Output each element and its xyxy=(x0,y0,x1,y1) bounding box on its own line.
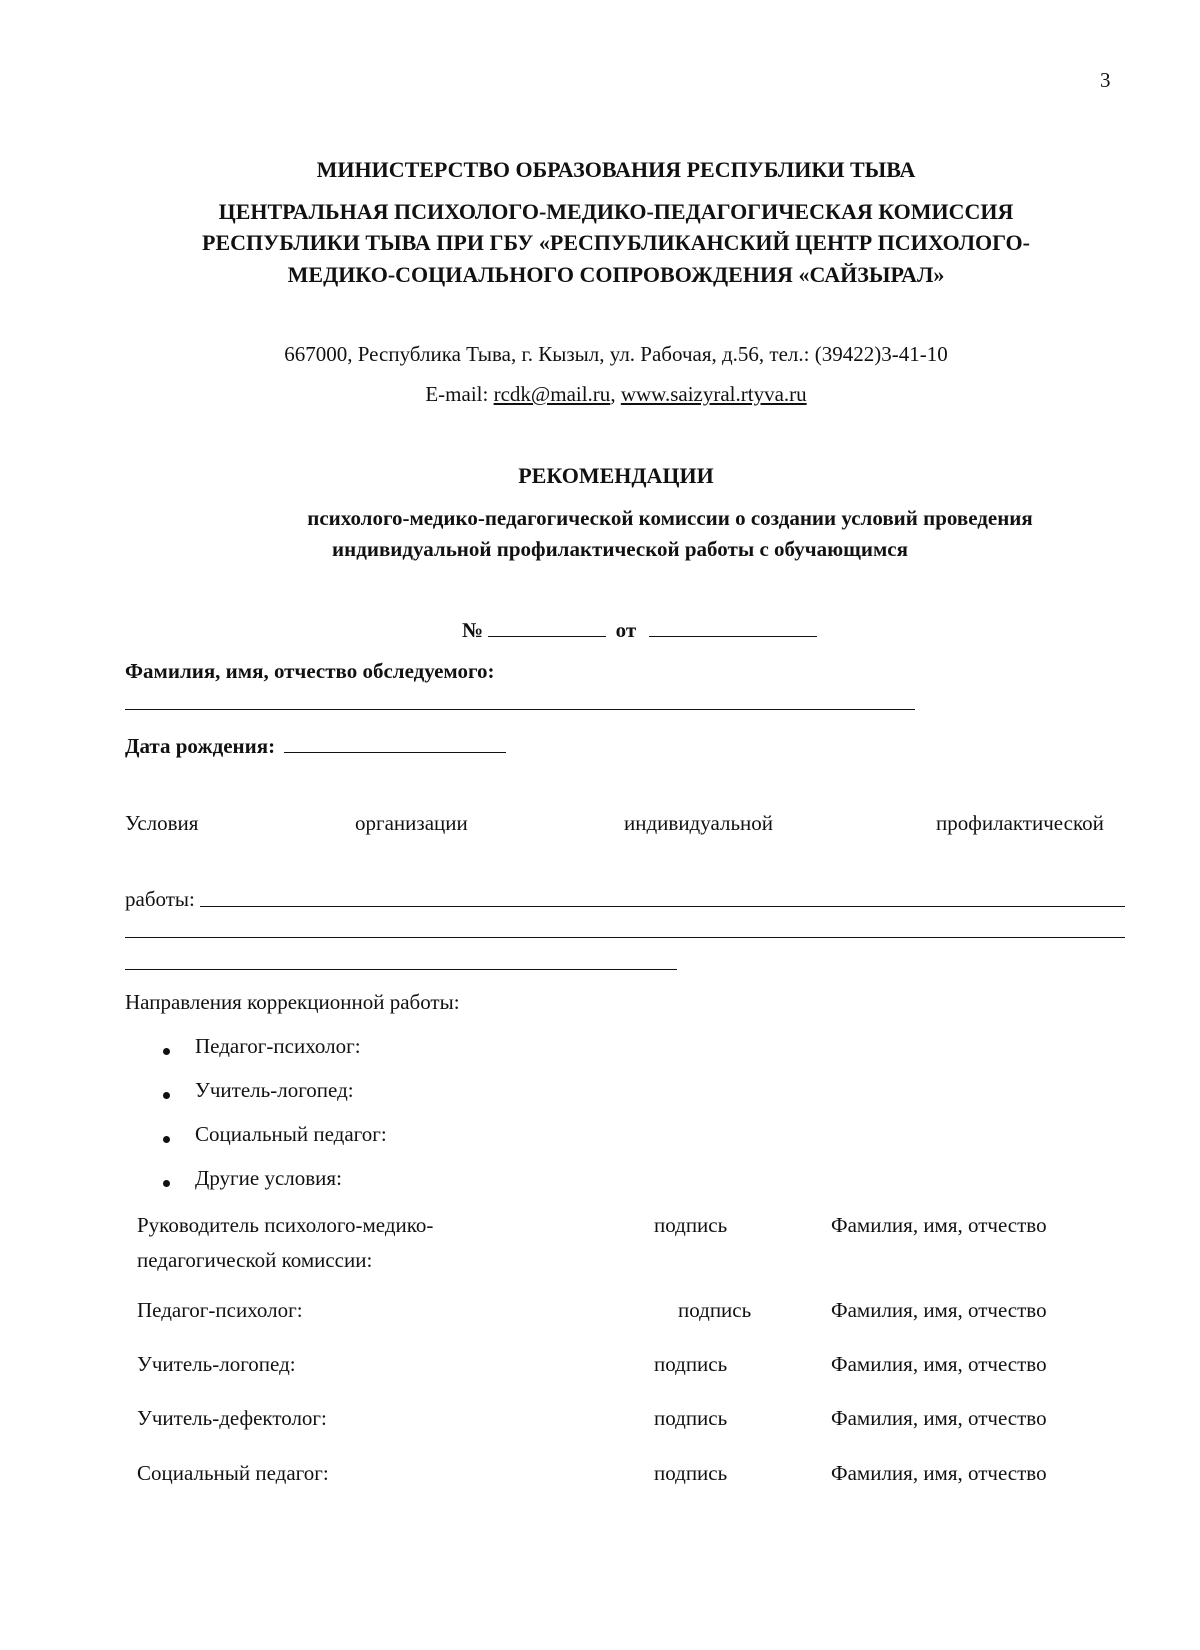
signature-name: Фамилия, имя, отчество xyxy=(831,1352,1047,1376)
document-subtitle-line1: психолого-медико-педагогической комиссии о создании условий проведения xyxy=(307,506,1033,530)
address-line: 667000, Республика Тыва, г. Кызыл, ул. Рабочая, д.56, тел.: (39422)3-41-10 xyxy=(284,342,948,366)
signature-role: Педагог-психолог: xyxy=(137,1298,303,1322)
signature-role: Социальный педагог: xyxy=(137,1461,329,1485)
conditions-word-4: профилактической xyxy=(936,811,1104,835)
signature-name: Фамилия, имя, отчество xyxy=(831,1213,1047,1237)
conditions-word-1: Условия xyxy=(125,811,199,835)
signature-name: Фамилия, имя, отчество xyxy=(831,1461,1047,1485)
contacts-separator: , xyxy=(610,382,616,406)
ministry-heading: МИНИСТЕРСТВО ОБРАЗОВАНИЯ РЕСПУБЛИКИ ТЫВА xyxy=(316,157,916,182)
signature-sign: подпись xyxy=(654,1213,728,1237)
conditions-blank-3[interactable] xyxy=(125,969,677,970)
direction-item: Другие условия: xyxy=(195,1166,342,1190)
from-label: от xyxy=(615,618,637,642)
commission-heading-line1: ЦЕНТРАЛЬНАЯ ПСИХОЛОГО-МЕДИКО-ПЕДАГОГИЧЕСКАЯ КОМИССИЯ xyxy=(218,199,1014,224)
fio-label: Фамилия, имя, отчество обследуемого: xyxy=(125,659,495,683)
direction-item: Учитель-логопед: xyxy=(195,1078,354,1102)
birth-blank[interactable] xyxy=(284,732,506,753)
signature-role: педагогической комиссии: xyxy=(137,1248,373,1272)
contacts-line xyxy=(0,382,1200,407)
email-link[interactable]: rcdk@mail.ru xyxy=(493,382,611,406)
bullet-icon xyxy=(163,1136,170,1143)
fio-blank[interactable] xyxy=(125,709,915,710)
signature-role: Учитель-логопед: xyxy=(137,1352,296,1376)
signature-role: Руководитель психолого-медико- xyxy=(137,1213,434,1237)
directions-label: Направления коррекционной работы: xyxy=(125,990,460,1014)
conditions-blank-1[interactable] xyxy=(200,906,1125,907)
commission-heading-line2: РЕСПУБЛИКИ ТЫВА ПРИ ГБУ «РЕСПУБЛИКАНСКИЙ ЦЕНТР ПСИХОЛОГО- xyxy=(202,230,1030,255)
bullet-icon xyxy=(163,1180,170,1187)
date-blank[interactable] xyxy=(649,616,817,637)
page-number: 3 xyxy=(1100,68,1111,92)
signature-sign: подпись xyxy=(654,1406,728,1430)
conditions-word-3: индивидуальной xyxy=(624,811,773,835)
bullet-icon xyxy=(163,1092,170,1099)
signature-role: Учитель-дефектолог: xyxy=(137,1406,327,1430)
signature-sign: подпись xyxy=(678,1298,752,1322)
signature-sign: подпись xyxy=(654,1352,728,1376)
website-link[interactable]: www.saizyral.rtyva.ru xyxy=(620,382,807,406)
bullet-icon xyxy=(163,1048,170,1055)
direction-item: Социальный педагог: xyxy=(195,1122,387,1146)
document-title: РЕКОМЕНДАЦИИ xyxy=(518,463,714,488)
birth-label: Дата рождения: xyxy=(125,734,276,758)
number-label: № xyxy=(462,618,484,642)
conditions-blank-2[interactable] xyxy=(125,937,1125,938)
number-blank[interactable] xyxy=(488,616,606,637)
email-label: E-mail: xyxy=(425,382,489,406)
signature-name: Фамилия, имя, отчество xyxy=(831,1406,1047,1430)
number-date-line xyxy=(462,616,817,643)
signature-sign: подпись xyxy=(654,1461,728,1485)
commission-heading-line3: МЕДИКО-СОЦИАЛЬНОГО СОПРОВОЖДЕНИЯ «САЙЗЫРАЛ» xyxy=(287,262,945,287)
birth-line xyxy=(125,732,506,759)
conditions-word-2: организации xyxy=(355,811,468,835)
conditions-word-last: работы: xyxy=(125,887,195,911)
document-subtitle-line2: индивидуальной профилактической работы с обучающимся xyxy=(332,537,908,561)
signature-name: Фамилия, имя, отчество xyxy=(831,1298,1047,1322)
direction-item: Педагог-психолог: xyxy=(195,1034,361,1058)
